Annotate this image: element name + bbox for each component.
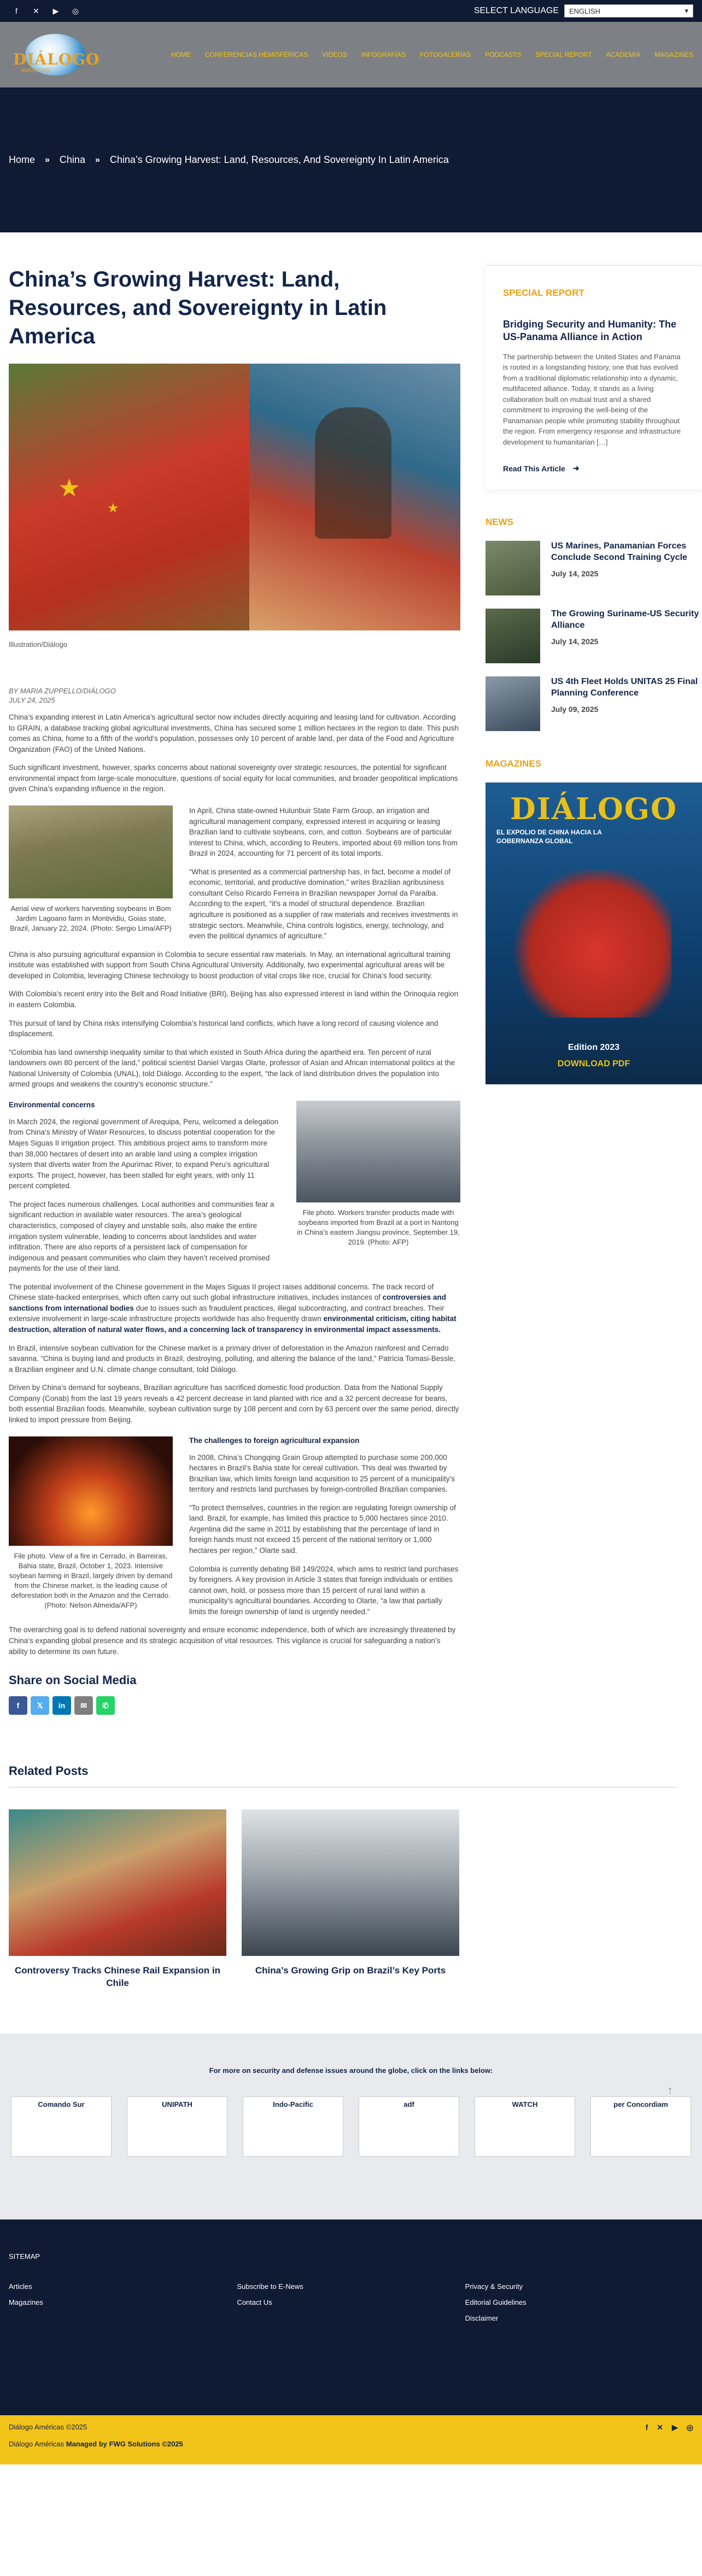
byline[interactable]: BY MARIA ZUPPELLO/DIÁLOGO xyxy=(9,687,116,695)
footer-link[interactable]: Disclaimer xyxy=(465,2314,499,2322)
language-value: ENGLISH xyxy=(569,7,601,15)
footer-link[interactable]: Magazines xyxy=(9,2298,43,2306)
footer-link[interactable]: Articles xyxy=(9,2282,32,2291)
back-to-top-icon[interactable]: ↑ xyxy=(667,2083,673,2097)
publish-date: JULY 24, 2025 xyxy=(9,696,55,704)
special-report-excerpt: The partnership between the United States and Panama is rooted in a longstanding history, one that has evolved from a traditional diplomatic relationship into a dynamic, multifaceted alliance. Today, it stands as a living collaboration built on mutual trust and a shared commitment to improving the well-being of the Panamanian people while promoting stability throughout the region. From emergency response and infrastructure development to humanitarian […] xyxy=(503,352,681,446)
section-heading: Environmental concerns xyxy=(9,1100,95,1109)
news-thumbnail[interactable] xyxy=(485,541,540,595)
breadcrumb-section[interactable]: China xyxy=(59,154,85,165)
share-x-button[interactable]: 𝕏 xyxy=(31,1696,49,1715)
magazine-cover[interactable] xyxy=(485,782,702,1084)
partner-logo[interactable]: per Concordiam xyxy=(590,2096,691,2157)
special-report-title[interactable]: Bridging Security and Humanity: The US-Panama Alliance in Action xyxy=(503,319,677,343)
news-date: July 09, 2025 xyxy=(551,704,599,714)
nav-podcasts[interactable]: PODCASTS xyxy=(485,51,522,59)
rail-image[interactable] xyxy=(9,1809,226,1956)
paragraph: In March 2024, the regional government of Arequipa, Peru, welcomed a delegation from China’s Ministry of Water Resources, to discuss potential cooperation for the Majes Siguas II irrigation project. This ambitious project aims to transform more than 38,000 hectares of desert into an arable land using a complex irrigation system that diverts water from the Apurímac River, to expand Peru’s agricultural exports. The project, however, has been stalled for eight years, with only 11 percent completed. xyxy=(9,1117,279,1190)
news-date: July 14, 2025 xyxy=(551,636,599,646)
share-buttons xyxy=(9,1696,460,1715)
news-thumbnail[interactable] xyxy=(485,676,540,731)
partner-logo[interactable]: Comando Sur xyxy=(11,2096,112,2157)
port-image[interactable] xyxy=(242,1809,459,1956)
main-nav xyxy=(171,51,693,59)
paragraph: China’s expanding interest in Latin America’s agricultural sector now includes directly acquiring and leasing land for cultivation. According to GRAIN, a database tracking global agricultural investments, China has secured some 1 million hectares in the region to date. This push comes as China, home to a fifth of the world’s population, possesses only 10 percent of arable land, per data of the Food and Agriculture Organization (FAO) of the United Nations. xyxy=(9,713,459,753)
copyright: Diálogo Américas ©2025 xyxy=(9,2422,87,2431)
paragraph: With Colombia’s recent entry into the Belt and Road Initiative (BRI), Beijing has also expressed interest in land within the Orinoquia region in eastern Colombia. xyxy=(9,990,459,1009)
port-photo xyxy=(296,1101,460,1202)
instagram-icon[interactable]: ◎ xyxy=(686,2422,693,2432)
news-thumbnail[interactable] xyxy=(485,609,540,663)
inline-link[interactable]: environmental criticism, citing habitat destruction, alteration of natural water flows, and a concerning lack of transparency in environmental impact assessments. xyxy=(9,1315,457,1334)
paragraph: China is also pursuing agricultural expansion in Colombia to secure essential raw materials. In May, an international agricultural training institute was established with support from South China Agricultural University. Additionally, two experimental agricultural areas will be developed in Colombia, leveraging Chinese technology to boost production of vital crops like rice, crucial for China’s food security. xyxy=(9,950,451,980)
partner-logo[interactable]: Indo-Pacific xyxy=(243,2096,343,2157)
paragraph xyxy=(9,1282,460,1335)
related-heading: Related Posts xyxy=(9,1764,676,1788)
news-title[interactable]: US Marines, Panamanian Forces Conclude Second Training Cycle xyxy=(551,541,687,563)
news-heading: NEWS xyxy=(485,517,513,528)
read-article-label: Read This Article xyxy=(503,464,565,473)
news-title[interactable]: US 4th Fleet Holds UNITAS 25 Final Planning Conference xyxy=(551,677,698,698)
nav-infographics[interactable]: INFOGRAFÍAS xyxy=(361,51,406,59)
breadcrumb-current: China’s Growing Harvest: Land, Resources, And Sovereignty In Latin America xyxy=(109,154,449,165)
partner-logo[interactable]: UNIPATH xyxy=(127,2096,227,2157)
related-posts xyxy=(9,1809,460,1990)
double-chevron-icon: » xyxy=(95,155,100,165)
related-post-title[interactable]: Controversy Tracks Chinese Rail Expansion in Chile xyxy=(14,1965,221,1988)
youtube-icon[interactable]: ▶ xyxy=(672,2422,678,2432)
magazine-title: DIÁLOGO xyxy=(510,791,678,827)
article-title: China’s Growing Harvest: Land, Resources, and Sovereignty in Latin America xyxy=(9,267,387,348)
related-post[interactable] xyxy=(242,1809,459,1990)
news-item[interactable] xyxy=(485,676,702,731)
partner-links-section xyxy=(0,2034,702,2219)
share-heading: Share on Social Media xyxy=(9,1673,137,1687)
lead-illustration xyxy=(9,364,460,630)
nav-photogalleries[interactable]: FOTOGALERÍAS xyxy=(420,51,471,59)
page-hero xyxy=(0,87,702,232)
news-title[interactable]: The Growing Suriname-US Security Alliance xyxy=(551,609,699,630)
nav-special-report[interactable]: SPECIAL REPORT xyxy=(535,51,592,59)
arrow-right-icon: ➜ xyxy=(572,464,580,473)
download-pdf-link[interactable]: DOWNLOAD PDF xyxy=(557,1059,630,1069)
inline-link[interactable]: controversies and sanctions from international bodies xyxy=(9,1293,446,1312)
paragraph: “Colombia has land ownership inequality similar to that which existed in South Africa during the apartheid era. Ten percent of rural landowners own 80 percent of the land,” political scientist Daniel Vargas Olarte, professor of Asian and African international politics at the National University of Colombia (UNAL), told Diálogo. According to the expert, “the lack of land distribution drives the population into armed groups and weakens the country’s economic structure.” xyxy=(9,1048,455,1089)
section-heading: The challenges to foreign agricultural expansion xyxy=(189,1436,360,1445)
x-icon[interactable]: ✕ xyxy=(33,6,39,15)
news-item[interactable] xyxy=(485,609,702,663)
lead-caption: Illustration/Diálogo xyxy=(9,640,67,649)
language-selector xyxy=(474,4,693,17)
magazine-edition: Edition 2023 xyxy=(568,1043,620,1053)
sidebar xyxy=(485,265,702,1990)
harvest-photo xyxy=(9,805,173,898)
figure xyxy=(9,1436,173,1617)
site-logo[interactable] xyxy=(9,31,100,79)
nav-home[interactable]: HOME xyxy=(171,51,191,59)
social-links xyxy=(11,5,81,16)
partner-logos xyxy=(0,2096,702,2157)
instagram-icon[interactable]: ◎ xyxy=(72,6,79,15)
managed-by-site: Diálogo Américas xyxy=(9,2439,65,2448)
bottom-bar xyxy=(0,2415,702,2464)
footer-social xyxy=(646,2423,693,2457)
paragraph: In April, China state-owned Hulunbuir State Farm Group, an irrigation and agricultural management company, expressed interest in acquiring or leasing Brazilian land to cultivate soybeans, corn, and cotton. Soybeans are of particular interest to China, which, according to Reuters, imported about 69 million tons from Brazil in 2024, accounting for 71 percent of its total imports. xyxy=(189,806,458,858)
star-icon: ★ xyxy=(58,474,81,502)
language-dropdown[interactable] xyxy=(564,4,693,17)
facebook-icon[interactable]: f xyxy=(645,2422,648,2432)
news-item[interactable] xyxy=(485,541,702,595)
share-whatsapp-button[interactable]: ✆ xyxy=(96,1696,115,1715)
magazines-heading: MAGAZINES xyxy=(485,758,541,769)
top-bar xyxy=(0,0,702,22)
news-date: July 14, 2025 xyxy=(551,569,599,578)
paragraph: “To protect themselves, countries in the region are regulating foreign ownership of land. Brazil, for example, has limited this practice to 5,000 hectares since 2010. Argentina did the same in 2011 by establishing that the percentage of land in foreign hands must not exceed 15 percent of the national territory or 1,000 hectares per region,” Olarte said. xyxy=(189,1503,456,1555)
paragraph-text: due to issues such as fraudulent practices, illegal subcontracting, and contract breaches. Their extensive involvement in large-scale infrastructure projects worldwide has also frequently drawn xyxy=(9,1304,444,1323)
paragraph: In 2008, China’s Chongqing Grain Group attempted to purchase some 200,000 hectares in Brazil’s Bahia state for cereal cultivation. This deal was thwarted by Brazilian law, which limits foreign land acquisition to 25 percent of a municipality’s territory and restricts land purchases by foreign-controlled Brazilian companies. xyxy=(189,1453,455,1494)
site-header xyxy=(0,22,702,87)
paragraph: Driven by China’s demand for soybeans, Brazilian agriculture has sacrificed domestic food production. Data from the National Supply Company (Conab) from the last 19 years reveals a 42 percent decrease in land planted with rice and a 32 percent decrease for beans, both essential Brazilian foods. Meanwhile, soybean cultivation surge by 108 percent and corn by 63 percent over the same period, directly linked to import pressure from Beijing. xyxy=(9,1383,459,1424)
figure-caption: File photo. View of a fire in Cerrado, in Barreiras, Bahia state, Brazil, October 1, 2023. Intensive soybean farming in Brazil, largely driven by demand from the Chinese market, is the leading cause of deforestation both in the Amazon and the Cerrado. (Photo: Nelson Almeida/AFP) xyxy=(9,1551,173,1610)
chevron-down-icon: ▾ xyxy=(685,7,688,15)
special-report-label: SPECIAL REPORT xyxy=(503,288,584,298)
share-linkedin-button[interactable]: in xyxy=(52,1696,71,1715)
magazine-headline: EL EXPOLIO DE CHINA HACIA LA GOBERNANZA GLOBAL xyxy=(496,828,602,845)
share-facebook-button[interactable]: f xyxy=(9,1696,27,1715)
figure xyxy=(9,805,173,942)
logo-subtitle: AMÉRICAS xyxy=(21,68,50,74)
paragraph: Colombia is currently debating Bill 149/2024, which aims to restrict land purchases by foreigners. A key provision in Article 3 states that foreign individuals or entities cannot own, hold, or possess more than 15 percent of rural land within a municipality’s agricultural boundaries. According to Olarte, “a law that partially limits the foreign ownership of land is urgently needed.” xyxy=(189,1564,459,1616)
nav-videos[interactable]: VIDEOS xyxy=(322,51,347,59)
paragraph: The project faces numerous challenges. Local authorities and communities fear a significant reduction in available water resources. The area’s geological characteristics, composed of clayey and unstable soils, also make the entire irrigation system vulnerable, leading to concerns about landslides and water infiltration. There are also reports of a persistent lack of compensation for indigenous and peasant communities who claim they haven’t received promised payments for the use of their land. xyxy=(9,1200,274,1273)
x-icon[interactable]: ✕ xyxy=(657,2422,663,2432)
nav-magazines[interactable]: MAGAZINES xyxy=(654,51,693,59)
paragraph: “What is presented as a commercial partnership has, in fact, become a model of economic, territorial, and productive domination,” writes Brazilian agribusiness consultant Celso Ricardo Ferreira in Brazilian newspaper Jornal da Paraíba. According to the expert, “it’s a model of structural dependence. Brazilian agriculture is positioned as a supplier of raw materials and receives investments in strategic sectors. Meanwhile, China controls logistics, energy, technology, and even the political dynamics of agriculture.” xyxy=(189,867,458,941)
read-article-link[interactable] xyxy=(503,464,685,473)
paragraph: In Brazil, intensive soybean cultivation for the Chinese market is a primary driver of deforestation in the Amazon rainforest and Cerrado savanna. “China is buying land and products in Brazil, destroying, polluting, and altering the balance of the land,” Patrícia Tomasi-Bessle, a Brazilian engineer and U.N. climate change consultant, told Diálogo. xyxy=(9,1344,455,1374)
article xyxy=(9,265,460,1990)
figure-caption: File photo. Workers transfer products made with soybeans imported from Brazil at a port in Nantong in China’s eastern Jiangsu province, September 19, 2019. (Photo: AFP) xyxy=(297,1208,460,1247)
share-email-button[interactable]: ✉ xyxy=(74,1696,93,1715)
fire-photo xyxy=(9,1436,173,1546)
managed-by-company[interactable]: Managed by FWG Solutions ©2025 xyxy=(66,2439,183,2448)
footer-link[interactable]: Editorial Guidelines xyxy=(465,2298,526,2306)
footer-link[interactable]: Subscribe to E-News xyxy=(237,2282,303,2291)
nav-conferences[interactable]: CONFERENCIAS HEMISFÉRICAS xyxy=(204,51,308,59)
special-report-card xyxy=(485,265,702,489)
double-chevron-icon: » xyxy=(45,155,50,165)
related-post-title[interactable]: China’s Growing Grip on Brazil’s Key Ports xyxy=(255,1965,446,1976)
breadcrumb-home[interactable]: Home xyxy=(9,154,36,165)
site-footer xyxy=(0,2219,702,2415)
partner-links-intro: For more on security and defense issues around the globe, click on the links below: xyxy=(209,2066,493,2075)
sitemap-heading: SITEMAP xyxy=(9,2252,40,2260)
facebook-icon[interactable]: f xyxy=(15,7,17,15)
partner-logo[interactable]: adf xyxy=(359,2096,459,2157)
language-label: SELECT LANGUAGE xyxy=(473,6,559,15)
paragraph-text: The potential involvement of the Chinese government in the Majes Siguas II project raises additional concerns. The track record of Chinese state-backed enterprises, which often carry out such global infrastructure initiatives, includes instances of xyxy=(9,1282,434,1302)
related-post[interactable] xyxy=(9,1809,226,1990)
paragraph: The overarching goal is to defend national sovereignty and ensure economic independence, both of which are increasingly threatened by China’s expanding global presence and its strategic acquisition of vital resources. This vigilance is crucial for safeguarding a nation’s ability to determine its own future. xyxy=(9,1626,456,1656)
footer-link[interactable]: Privacy & Security xyxy=(465,2282,523,2291)
managed-by xyxy=(9,2440,183,2448)
logo-wordmark: DIÁLOGO xyxy=(13,50,100,68)
paragraph: This pursuit of land by China risks intensifying Colombia’s historical land conflicts, which have a long record of causing violence and displacement. xyxy=(9,1019,438,1038)
figure-caption: Aerial view of workers harvesting soybeans in Bom Jardim Lagoano farm in Montividiu, Goias state, Brazil, January 22, 2024. (Photo: Sergio Lima/AFP) xyxy=(10,904,172,933)
star-icon: ★ xyxy=(107,501,119,516)
footer-link[interactable]: Contact Us xyxy=(237,2298,272,2306)
figure xyxy=(296,1101,460,1274)
partner-logo[interactable]: WATCH xyxy=(475,2096,575,2157)
paragraph: Such significant investment, however, sparks concerns about national sovereignty over strategic resources, the potential for significant environmental impact from large-scale monoculture, questions of social equity for local communities, and broader geopolitical implications given China’s expanding influence in the region. xyxy=(9,763,458,793)
nav-academia[interactable]: ACADEMIA xyxy=(606,51,641,59)
breadcrumb xyxy=(9,154,449,166)
youtube-icon[interactable]: ▶ xyxy=(52,6,59,15)
